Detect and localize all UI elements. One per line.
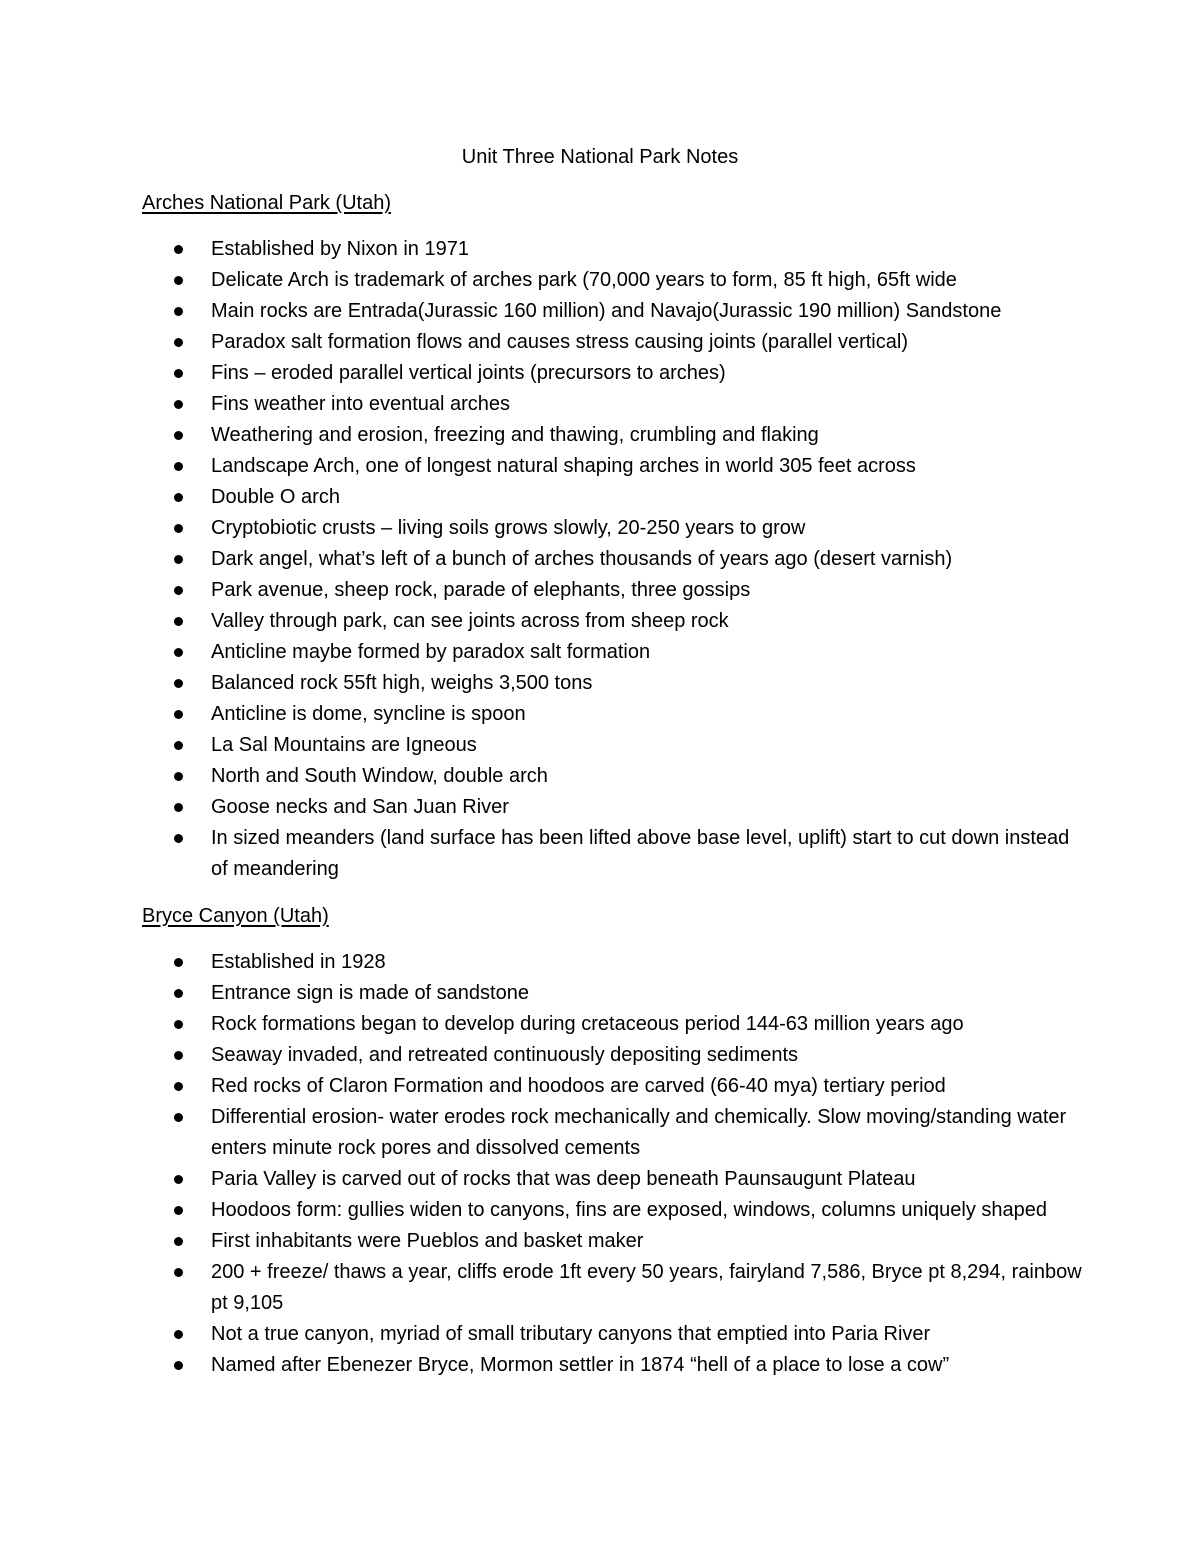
list-item: Not a true canyon, myriad of small tributary canyons that emptied into Paria River bbox=[142, 1319, 1082, 1350]
list-item: Red rocks of Claron Formation and hoodoos are carved (66-40 mya) tertiary period bbox=[142, 1071, 1082, 1102]
bullet-icon bbox=[174, 276, 183, 285]
list-item: La Sal Mountains are Igneous bbox=[142, 730, 1082, 761]
bullet-icon bbox=[174, 989, 183, 998]
list-item: Park avenue, sheep rock, parade of elephants, three gossips bbox=[142, 575, 1082, 606]
bullet-icon bbox=[174, 1330, 183, 1339]
list-item: Differential erosion- water erodes rock mechanically and chemically. Slow moving/standing water enters minute rock pores and dissolved cements bbox=[142, 1102, 1082, 1164]
bullet-icon bbox=[174, 710, 183, 719]
document-title: Unit Three National Park Notes bbox=[461, 146, 739, 168]
section-heading-bryce: Bryce Canyon (Utah) bbox=[142, 905, 329, 927]
list-item: Valley through park, can see joints across from sheep rock bbox=[142, 606, 1082, 637]
list-item: Delicate Arch is trademark of arches park (70,000 years to form, 85 ft high, 65ft wide bbox=[142, 265, 1082, 296]
list-item: Weathering and erosion, freezing and thawing, crumbling and flaking bbox=[142, 420, 1082, 451]
list-item: Double O arch bbox=[142, 482, 1082, 513]
bullet-icon bbox=[174, 1268, 183, 1277]
bullet-icon bbox=[174, 834, 183, 843]
arches-bullet-list bbox=[142, 234, 1082, 885]
bullet-icon bbox=[174, 679, 183, 688]
section-heading-arches: Arches National Park (Utah) bbox=[142, 192, 391, 214]
list-item: Fins – eroded parallel vertical joints (precursors to arches) bbox=[142, 358, 1082, 389]
list-item: Balanced rock 55ft high, weighs 3,500 tons bbox=[142, 668, 1082, 699]
bullet-icon bbox=[174, 1237, 183, 1246]
bullet-icon bbox=[174, 1051, 183, 1060]
bullet-icon bbox=[174, 617, 183, 626]
list-item: Rock formations began to develop during cretaceous period 144-63 million years ago bbox=[142, 1009, 1082, 1040]
list-item: Fins weather into eventual arches bbox=[142, 389, 1082, 420]
list-item: Goose necks and San Juan River bbox=[142, 792, 1082, 823]
bullet-icon bbox=[174, 1113, 183, 1122]
list-item: Cryptobiotic crusts – living soils grows slowly, 20-250 years to grow bbox=[142, 513, 1082, 544]
bullet-icon bbox=[174, 1206, 183, 1215]
list-item: Hoodoos form: gullies widen to canyons, fins are exposed, windows, columns uniquely shaped bbox=[142, 1195, 1082, 1226]
list-item: In sized meanders (land surface has been lifted above base level, uplift) start to cut down instead of meandering bbox=[142, 823, 1082, 885]
list-item: Established in 1928 bbox=[142, 947, 1082, 978]
bullet-icon bbox=[174, 958, 183, 967]
bryce-bullet-list bbox=[142, 947, 1082, 1381]
bullet-icon bbox=[174, 400, 183, 409]
bullet-icon bbox=[174, 338, 183, 347]
bullet-icon bbox=[174, 431, 183, 440]
bullet-icon bbox=[174, 493, 183, 502]
list-item: North and South Window, double arch bbox=[142, 761, 1082, 792]
bullet-icon bbox=[174, 648, 183, 657]
list-item: Anticline is dome, syncline is spoon bbox=[142, 699, 1082, 730]
list-item: Entrance sign is made of sandstone bbox=[142, 978, 1082, 1009]
bullet-icon bbox=[174, 586, 183, 595]
list-item: Named after Ebenezer Bryce, Mormon settler in 1874 “hell of a place to lose a cow” bbox=[142, 1350, 1082, 1381]
bullet-icon bbox=[174, 741, 183, 750]
bullet-icon bbox=[174, 462, 183, 471]
list-item: Seaway invaded, and retreated continuously depositing sediments bbox=[142, 1040, 1082, 1071]
bullet-icon bbox=[174, 307, 183, 316]
list-item: Dark angel, what’s left of a bunch of arches thousands of years ago (desert varnish) bbox=[142, 544, 1082, 575]
bullet-icon bbox=[174, 555, 183, 564]
bullet-icon bbox=[174, 524, 183, 533]
bullet-icon bbox=[174, 1175, 183, 1184]
list-item: Main rocks are Entrada(Jurassic 160 million) and Navajo(Jurassic 190 million) Sandstone bbox=[142, 296, 1082, 327]
list-item: Paria Valley is carved out of rocks that was deep beneath Paunsaugunt Plateau bbox=[142, 1164, 1082, 1195]
list-item: Anticline maybe formed by paradox salt formation bbox=[142, 637, 1082, 668]
bullet-icon bbox=[174, 803, 183, 812]
bullet-icon bbox=[174, 245, 183, 254]
list-item: Landscape Arch, one of longest natural shaping arches in world 305 feet across bbox=[142, 451, 1082, 482]
list-item: Paradox salt formation flows and causes stress causing joints (parallel vertical) bbox=[142, 327, 1082, 358]
bullet-icon bbox=[174, 1361, 183, 1370]
list-item: 200 + freeze/ thaws a year, cliffs erode 1ft every 50 years, fairyland 7,586, Bryce pt 8,294, rainbow pt 9,105 bbox=[142, 1257, 1082, 1319]
list-item: Established by Nixon in 1971 bbox=[142, 234, 1082, 265]
bullet-icon bbox=[174, 369, 183, 378]
bullet-icon bbox=[174, 772, 183, 781]
bullet-icon bbox=[174, 1020, 183, 1029]
list-item: First inhabitants were Pueblos and basket maker bbox=[142, 1226, 1082, 1257]
bullet-icon bbox=[174, 1082, 183, 1091]
